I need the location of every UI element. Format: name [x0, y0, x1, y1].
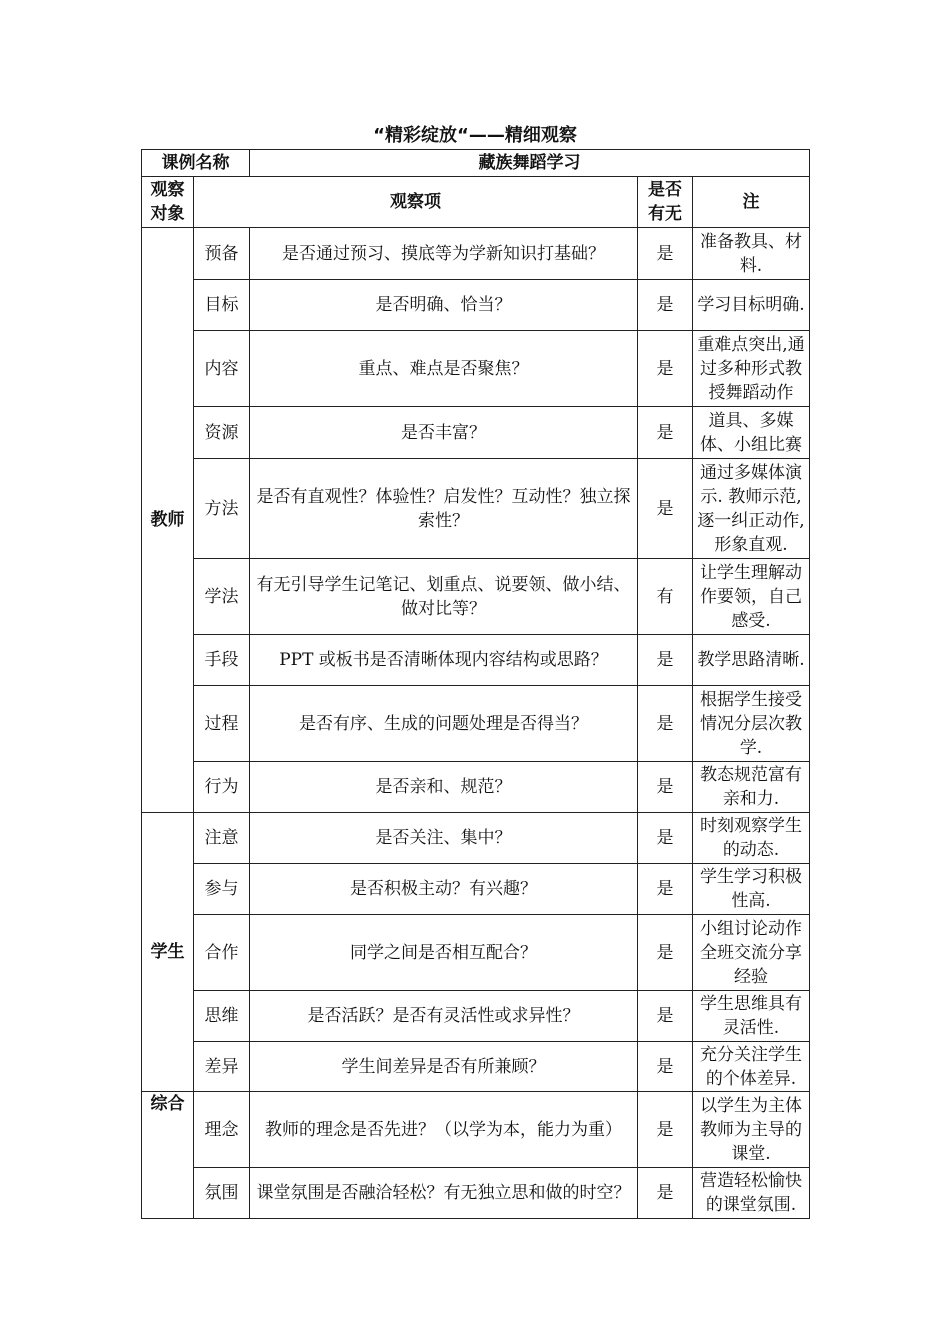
note-cell: 准备教具、材料.: [693, 228, 810, 280]
group-label: 学生: [142, 813, 194, 1092]
note-cell: 小组讨论动作全班交流分享经验: [693, 915, 810, 991]
aspect-cell: 差异: [194, 1042, 250, 1092]
note-cell: 充分关注学生的个体差异.: [693, 1042, 810, 1092]
observation-table: [141, 149, 810, 1219]
question-cell: 课堂氛围是否融洽轻松？有无独立思和做的时空？: [250, 1168, 638, 1219]
note-cell: 学生思维具有灵活性.: [693, 991, 810, 1042]
observation-row: [142, 407, 810, 459]
note-cell: 营造轻松愉快的课堂氛围.: [693, 1168, 810, 1219]
note-cell: 重难点突出,通过多种形式教授舞蹈动作: [693, 331, 810, 407]
answer-cell: 是: [638, 459, 693, 559]
question-cell: 同学之间是否相互配合？: [250, 915, 638, 991]
aspect-cell: 学法: [194, 559, 250, 635]
question-cell: 是否活跃？是否有灵活性或求异性？: [250, 991, 638, 1042]
question-cell: 学生间差异是否有所兼顾？: [250, 1042, 638, 1092]
answer-cell: 有: [638, 559, 693, 635]
question-cell: 是否亲和、规范？: [250, 762, 638, 813]
answer-cell: 是: [638, 280, 693, 331]
question-cell: 有无引导学生记笔记、划重点、说要领、做小结、做对比等？: [250, 559, 638, 635]
aspect-cell: 理念: [194, 1092, 250, 1168]
aspect-cell: 氛围: [194, 1168, 250, 1219]
lesson-row: [142, 150, 810, 177]
aspect-cell: 目标: [194, 280, 250, 331]
note-cell: 道具、多媒体、小组比赛: [693, 407, 810, 459]
aspect-cell: 预备: [194, 228, 250, 280]
observation-row: [142, 635, 810, 686]
note-cell: 以学生为主体教师为主导的课堂.: [693, 1092, 810, 1168]
answer-cell: 是: [638, 915, 693, 991]
answer-cell: 是: [638, 864, 693, 915]
aspect-cell: 方法: [194, 459, 250, 559]
note-cell: 教态规范富有亲和力.: [693, 762, 810, 813]
page-title: “精彩绽放“——精细观察: [373, 125, 577, 146]
answer-cell: 是: [638, 1042, 693, 1092]
observation-row: [142, 1092, 810, 1168]
observation-row: [142, 1168, 810, 1219]
answer-cell: 是: [638, 813, 693, 864]
question-cell: 是否有直观性？体验性？启发性？互动性？独立探索性？: [250, 459, 638, 559]
question-cell: 教师的理念是否先进？（以学为本，能力为重）: [250, 1092, 638, 1168]
observation-row: [142, 280, 810, 331]
answer-cell: 是: [638, 1168, 693, 1219]
question-cell: 是否关注、集中？: [250, 813, 638, 864]
group-label: 教师: [142, 228, 194, 813]
lesson-name: 藏族舞蹈学习: [250, 150, 810, 177]
question-cell: 重点、难点是否聚焦？: [250, 331, 638, 407]
answer-cell: 是: [638, 1092, 693, 1168]
answer-cell: 是: [638, 635, 693, 686]
header-object: 观察对象: [142, 177, 194, 228]
aspect-cell: 资源: [194, 407, 250, 459]
aspect-cell: 思维: [194, 991, 250, 1042]
observation-row: [142, 686, 810, 762]
observation-row: [142, 813, 810, 864]
aspect-cell: 行为: [194, 762, 250, 813]
observation-row: [142, 228, 810, 280]
observation-row: [142, 864, 810, 915]
question-cell: PPT 或板书是否清晰体现内容结构或思路？: [250, 635, 638, 686]
observation-row: [142, 1042, 810, 1092]
aspect-cell: 参与: [194, 864, 250, 915]
note-cell: 根据学生接受情况分层次教学.: [693, 686, 810, 762]
observation-row: [142, 991, 810, 1042]
aspect-cell: 过程: [194, 686, 250, 762]
header-yesno: 是否有无: [638, 177, 693, 228]
note-cell: 教学思路清晰.: [693, 635, 810, 686]
aspect-cell: 注意: [194, 813, 250, 864]
question-cell: 是否明确、恰当？: [250, 280, 638, 331]
answer-cell: 是: [638, 407, 693, 459]
question-cell: 是否通过预习、摸底等为学新知识打基础？: [250, 228, 638, 280]
question-cell: 是否丰富？: [250, 407, 638, 459]
answer-cell: 是: [638, 991, 693, 1042]
aspect-cell: 内容: [194, 331, 250, 407]
note-cell: 学习目标明确.: [693, 280, 810, 331]
observation-row: [142, 459, 810, 559]
header-note: 注: [693, 177, 810, 228]
answer-cell: 是: [638, 686, 693, 762]
aspect-cell: 合作: [194, 915, 250, 991]
answer-cell: 是: [638, 762, 693, 813]
observation-row: [142, 915, 810, 991]
observation-row: [142, 559, 810, 635]
header-row: [142, 177, 810, 228]
question-cell: 是否有序、生成的问题处理是否得当？: [250, 686, 638, 762]
note-cell: 通过多媒体演示. 教师示范,逐一纠正动作,形象直观.: [693, 459, 810, 559]
answer-cell: 是: [638, 228, 693, 280]
lesson-label: 课例名称: [142, 150, 250, 177]
question-cell: 是否积极主动？有兴趣？: [250, 864, 638, 915]
observation-row: [142, 331, 810, 407]
observation-row: [142, 762, 810, 813]
note-cell: 让学生理解动作要领，自己感受.: [693, 559, 810, 635]
group-label: 综合: [142, 1092, 194, 1219]
header-item: 观察项: [194, 177, 638, 228]
note-cell: 学生学习积极性高.: [693, 864, 810, 915]
note-cell: 时刻观察学生的动态.: [693, 813, 810, 864]
answer-cell: 是: [638, 331, 693, 407]
aspect-cell: 手段: [194, 635, 250, 686]
